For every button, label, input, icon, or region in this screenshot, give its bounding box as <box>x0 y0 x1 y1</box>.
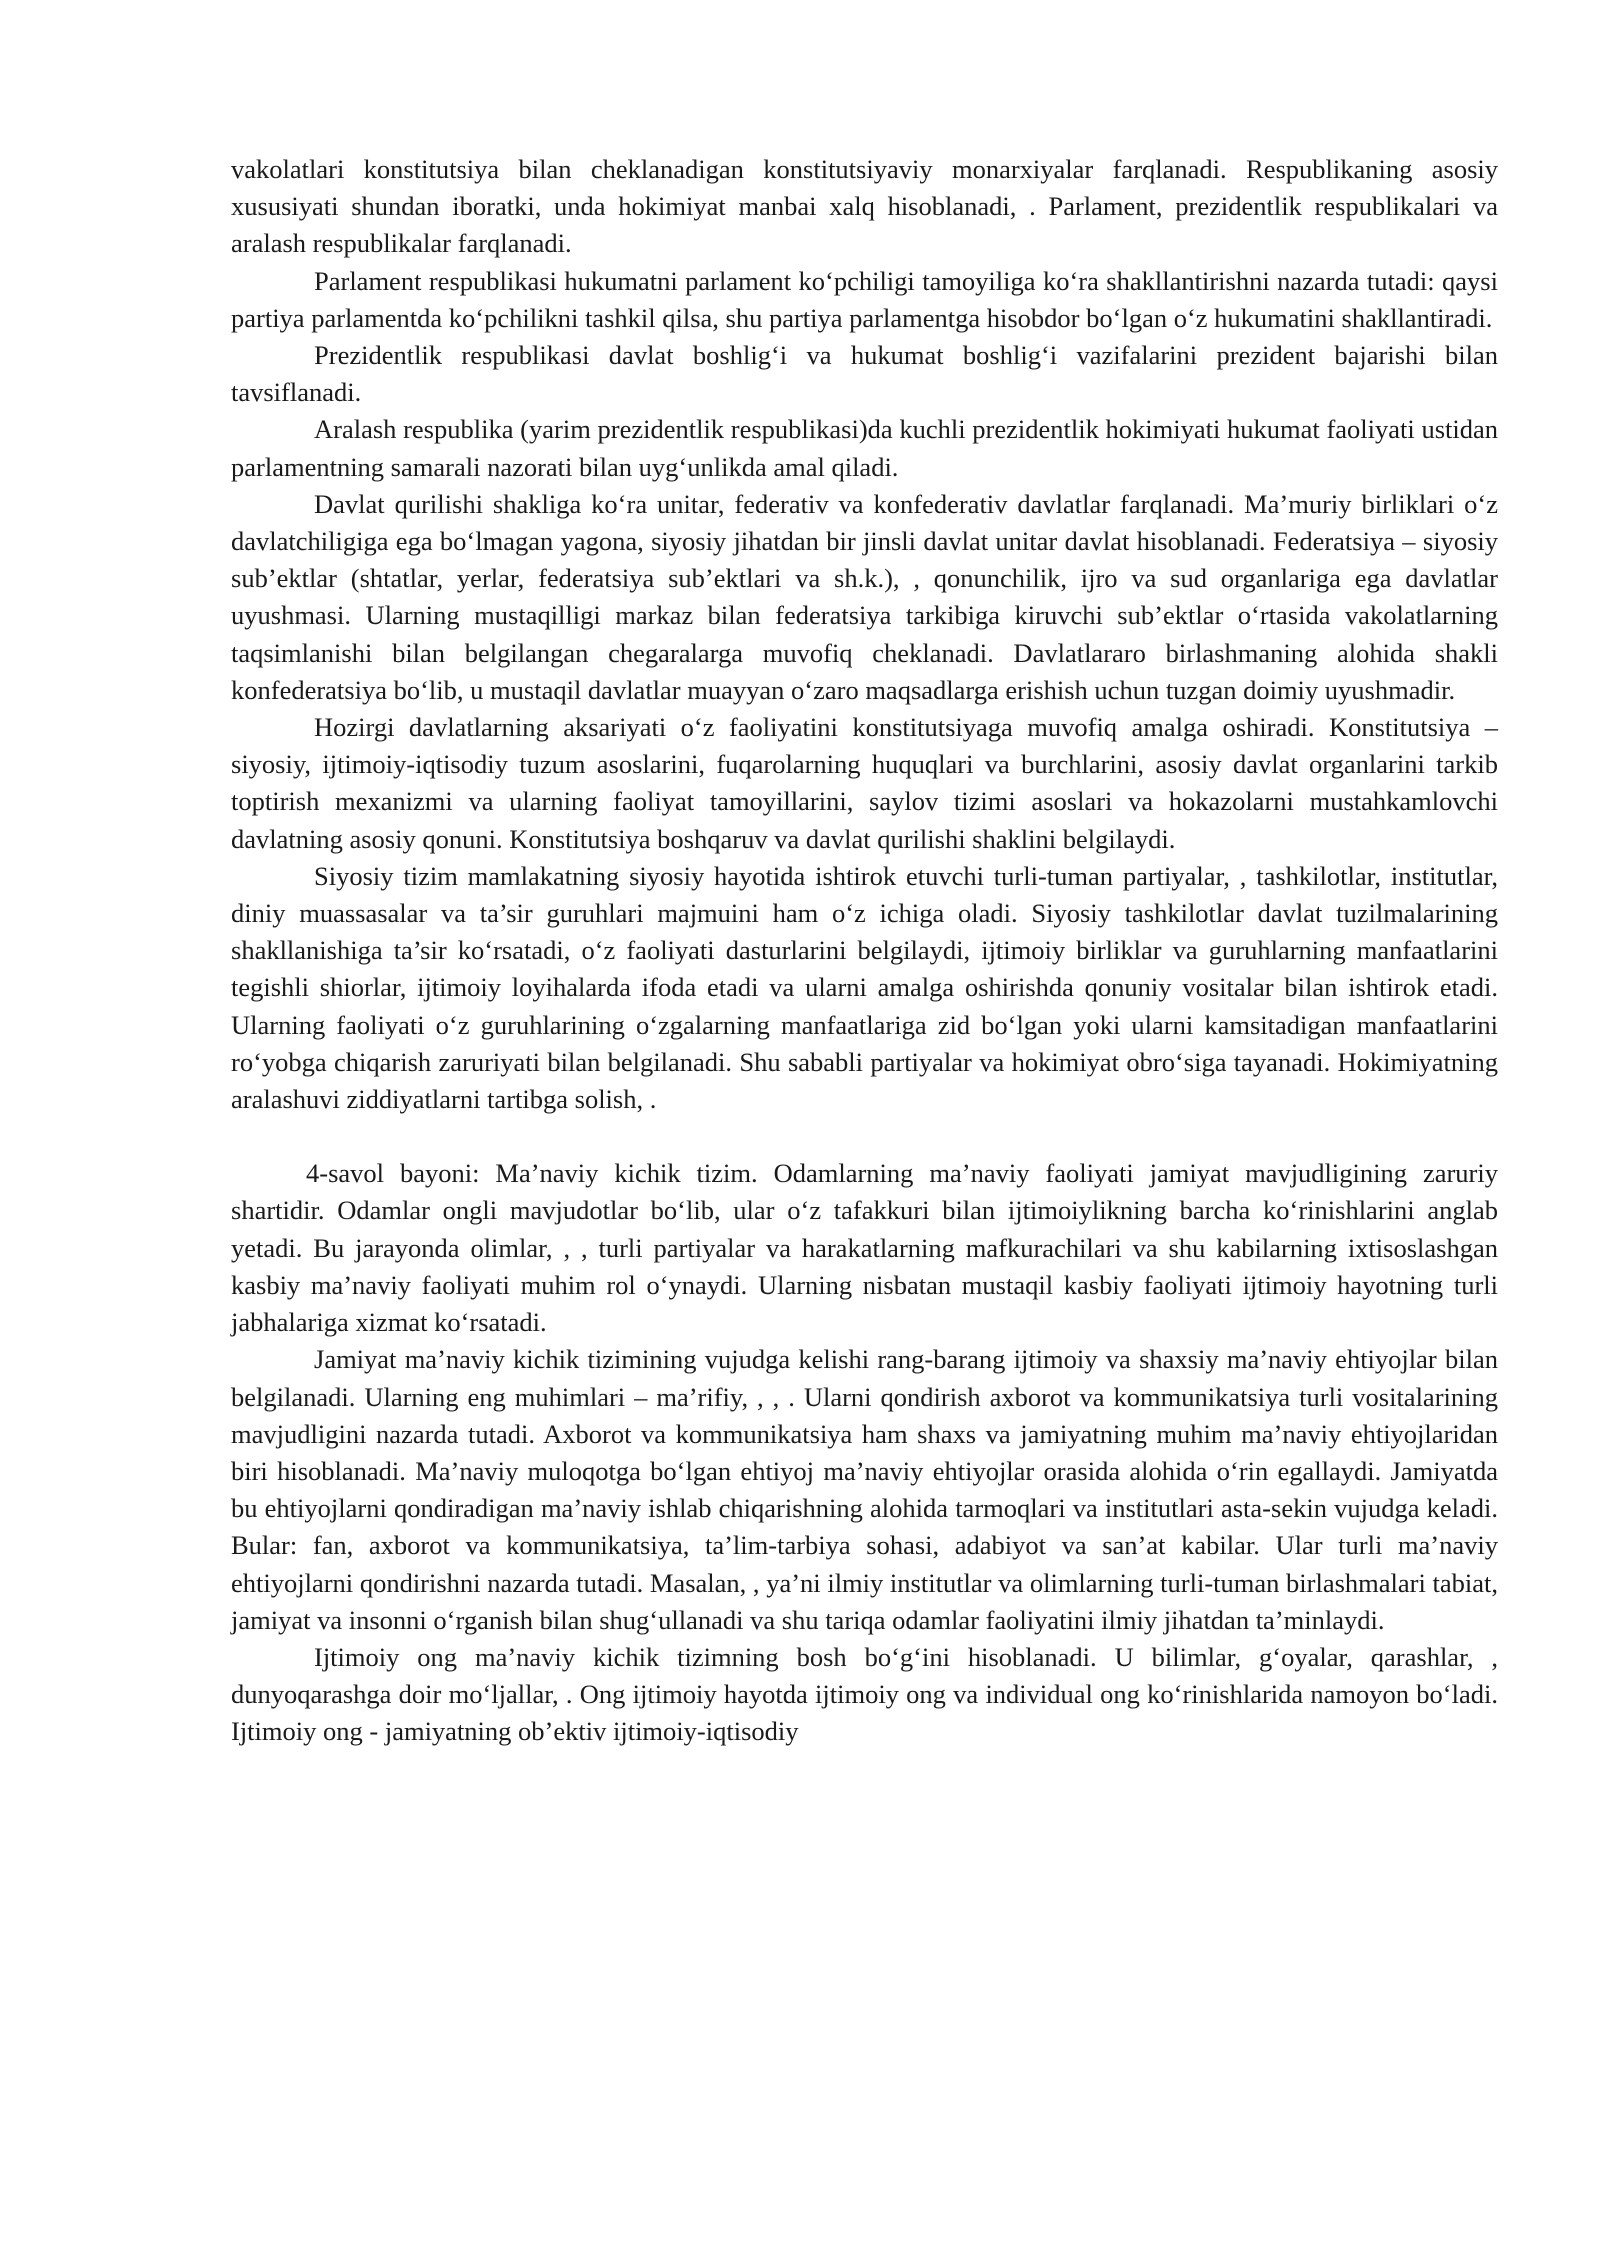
paragraph-spiritual-subsystem: Jamiyat ma’naviy kichik tizimining vujudga kelishi rang-barang ijtimoiy va shaxsiy ma’naviy ehtiyojlar bilan belgilanadi. Ularning eng muhimlari – ma’rifiy, , , . Ularni qondirish axborot va kommunikatsiya turli vositalarining mavjudligini nazarda tutadi. Axborot va kommunikatsiya ham shaxs va jamiyatning muhim ma’naviy ehtiyojlaridan biri hisoblanadi. Ma’naviy muloqotga bo‘lgan ehtiyoj ma’naviy ehtiyojlar orasida alohida o‘rin egallaydi. Jamiyatda bu ehtiyojlarni qondiradigan ma’naviy ishlab chiqarishning alohida tarmoqlari va institutlari asta-sekin vujudga keladi. Bular: fan, axborot va kommunikatsiya, ta’lim-tarbiya sohasi, adabiyot va san’at kabilar. Ular turli ma’naviy ehtiyojlarni qondirishni nazarda tutadi. Masalan, , ya’ni ilmiy institutlar va olimlarning turli-tuman birlashmalari tabiat, jamiyat va insonni o‘rganish bilan shug‘ullanadi va shu tariqa odamlar faoliyatini ilmiy jihatdan ta’minlaydi. <box>231 1344 1498 1635</box>
paragraph-gap <box>231 1118 1498 1155</box>
paragraph-mixed-republic: Aralash respublika (yarim prezidentlik respublikasi)da kuchli prezidentlik hokimiyati hukumat faoliyati ustidan parlamentning samarali nazorati bilan uyg‘unlikda amal qiladi. <box>231 414 1498 482</box>
document-page <box>231 151 1498 1751</box>
paragraph-question-4: 4-savol bayoni: Ma’naviy kichik tizim. Odamlarning ma’naviy faoliyati jamiyat mavjudligining zaruriy shartidir. Odamlar ongli mavjudotlar bo‘lib, ular o‘z tafakkuri bilan ijtimoiylikning barcha ko‘rinishlarini anglab yetadi. Bu jarayonda olimlar, , , turli partiyalar va harakatlarning mafkurachilari va shu kabilarning ixtisoslashgan kasbiy ma’naviy faoliyati muhim rol o‘ynaydi. Ularning nisbatan mustaqil kasbiy faoliyati ijtimoiy hayotning turli jabhalariga xizmat ko‘rsatadi. <box>231 1158 1498 1338</box>
paragraph-social-consciousness: Ijtimoiy ong ma’naviy kichik tizimning bosh bo‘g‘ini hisoblanadi. U bilimlar, g‘oyalar, qarashlar, , dunyoqarashga doir mo‘ljallar, . Ong ijtimoiy hayotda ijtimoiy ong va individual ong ko‘rinishlarida namoyon bo‘ladi. Ijtimoiy ong - jamiyatning ob’ektiv ijtimoiy-iqtisodiy <box>231 1641 1498 1747</box>
paragraph-constitution: Hozirgi davlatlarning aksariyati o‘z faoliyatini konstitutsiyaga muvofiq amalga oshiradi. Konstitutsiya – siyosiy, ijtimoiy-iqtisodiy tuzum asoslarini, fuqarolarning huquqlari va burchlarini, asosiy davlat organlarini tarkib toptirish mexanizmi va ularning faoliyat tamoyillarini, saylov tizimi asoslari va hokazolarni mustahkamlovchi davlatning asosiy qonuni. Konstitutsiya boshqaruv va davlat qurilishi shaklini belgilaydi. <box>231 712 1498 854</box>
paragraph-presidential-republic: Prezidentlik respublikasi davlat boshlig‘i va hukumat boshlig‘i vazifalarini prezident bajarishi bilan tavsiflanadi. <box>231 340 1498 408</box>
paragraph-parliamentary-republic: Parlament respublikasi hukumatni parlament ko‘pchiligi tamoyiliga ko‘ra shakllantirishni nazarda tutadi: qaysi partiya parlamentda ko‘pchilikni tashkil qilsa, shu partiya parlamentga hisobdor bo‘lgan o‘z hukumatini shakllantiradi. <box>231 265 1498 333</box>
paragraph-political-system: Siyosiy tizim mamlakatning siyosiy hayotida ishtirok etuvchi turli-tuman partiyalar, , tashkilotlar, institutlar, diniy muassasalar va ta’sir guruhlari majmuini ham o‘z ichiga oladi. Siyosiy tashkilotlar davlat tuzilmalarining shakllanishiga ta’sir ko‘rsatadi, o‘z faoliyati dasturlarini belgilaydi, ijtimoiy birliklar va guruhlarning manfaatlarini tegishli shiorlar, ijtimoiy loyihalarda ifoda etadi va ularni amalga oshirishda qonuniy vositalar bilan ishtirok etadi. Ularning faoliyati o‘z guruhlarining o‘zgalarning manfaatlariga zid bo‘lgan yoki ularni kamsitadigan manfaatlarini ro‘yobga chiqarish zaruriyati bilan belgilanadi. Shu sababli partiyalar va hokimiyat obro‘siga tayanadi. Hokimiyatning aralashuvi ziddiyatlarni tartibga solish, . <box>231 860 1498 1115</box>
paragraph-state-structure: Davlat qurilishi shakliga ko‘ra unitar, federativ va konfederativ davlatlar farqlanadi. Ma’muriy birliklari o‘z davlatchiligiga ega bo‘lmagan yagona, siyosiy jihatdan bir jinsli davlat unitar davlat hisoblanadi. Federatsiya – siyosiy sub’ektlar (shtatlar, yerlar, federatsiya sub’ektlari va sh.k.), , qonunchilik, ijro va sud organlariga ega davlatlar uyushmasi. Ularning mustaqilligi markaz bilan federatsiya tarkibiga kiruvchi sub’ektlar o‘rtasida vakolatlarning taqsimlanishi bilan belgilangan chegaralarga muvofiq cheklanadi. Davlatlararo birlashmaning alohida shakli konfederatsiya bo‘lib, u mustaqil davlatlar muayyan o‘zaro maqsadlarga erishish uchun tuzgan doimiy uyushmadir. <box>231 488 1498 705</box>
paragraph-monarchy-republics: vakolatlari konstitutsiya bilan cheklanadigan konstitutsiyaviy monarxiyalar farqlanadi. Respublikaning asosiy xususiyati shundan iboratki, unda hokimiyat manbai xalq hisoblanadi, . Parlament, prezidentlik respublikalari va aralash respublikalar farqlanadi. <box>231 154 1498 259</box>
